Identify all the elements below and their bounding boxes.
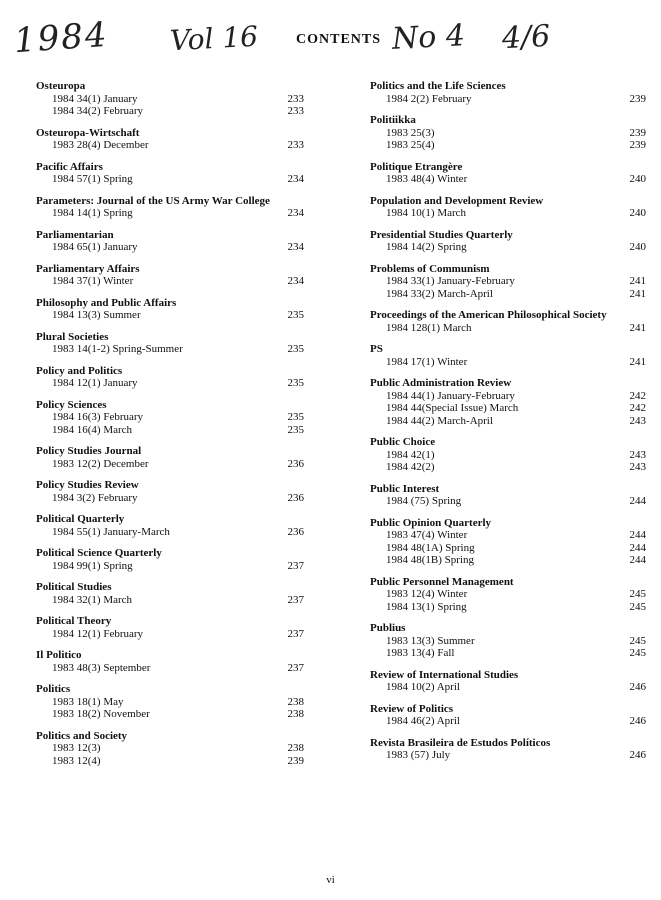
issue-text: 1983 48(3) September <box>52 661 151 674</box>
issue-row <box>370 461 646 474</box>
issue-text: 1984 (75) Spring <box>386 495 462 507</box>
issue-row <box>36 139 304 152</box>
issue-text: 1984 46(2) April <box>386 715 460 727</box>
journal-title: Political Science Quarterly <box>36 547 162 559</box>
journal-title: Parliamentarian <box>36 228 114 241</box>
issue-page: 240 <box>629 173 646 185</box>
issue-text: 1984 57(1) Spring <box>52 173 133 185</box>
handwritten-volume: Vol 16 <box>169 19 259 58</box>
issue-text: 1983 18(1) May <box>52 695 124 708</box>
issue-page: 241 <box>629 321 646 334</box>
journal-entry <box>370 80 646 105</box>
issue-text: 1984 13(3) Summer <box>52 309 141 321</box>
issue-text: 1984 14(2) Spring <box>386 241 467 253</box>
issue-page: 245 <box>629 634 646 647</box>
journal-title: Public Opinion Quarterly <box>370 516 492 529</box>
journal-entry <box>370 114 646 152</box>
journal-title: Philosophy and Public Affairs <box>36 296 177 309</box>
issue-page: 239 <box>629 92 646 105</box>
issue-text: 1983 25(4) <box>386 139 435 151</box>
issue-page: 243 <box>629 448 646 461</box>
issue-text: 1984 12(1) January <box>52 377 138 389</box>
issue-page: 239 <box>629 126 646 139</box>
journal-entry <box>370 517 646 567</box>
issue-page: 237 <box>287 559 304 572</box>
issue-text: 1983 (57) July <box>386 749 451 761</box>
journal-title: Politics <box>36 683 71 695</box>
issue-page: 242 <box>629 402 646 414</box>
issue-page: 236 <box>287 457 304 470</box>
journal-entry <box>36 365 304 390</box>
journal-entry <box>36 195 304 220</box>
handwritten-year: 1984 <box>12 14 110 62</box>
issue-row <box>370 542 646 555</box>
journal-entry <box>370 229 646 254</box>
issue-text: 1984 33(2) March-April <box>386 287 493 300</box>
journal-entry <box>36 331 304 356</box>
journal-entry <box>370 309 646 334</box>
journal-title: Politics and Society <box>36 729 128 742</box>
issue-page: 240 <box>629 241 646 253</box>
journal-title: Politiikka <box>370 114 416 126</box>
journal-entry <box>36 683 304 721</box>
issue-page: 241 <box>629 355 646 368</box>
issue-row <box>370 139 646 152</box>
issue-row <box>370 207 646 220</box>
issue-text: 1984 99(1) Spring <box>52 559 133 572</box>
journal-title: Proceedings of the American Philosophical Society <box>370 309 607 321</box>
issue-text: 1984 2(2) February <box>386 92 472 105</box>
handwritten-date: 4/6 <box>501 18 552 57</box>
issue-row <box>36 241 304 254</box>
issue-page: 234 <box>287 173 304 185</box>
issue-page: 241 <box>629 275 646 287</box>
journal-title: Policy Studies Review <box>36 479 139 491</box>
issue-page: 237 <box>287 627 304 640</box>
issue-row <box>36 628 304 641</box>
issue-row <box>36 424 304 437</box>
journal-entry <box>370 343 646 368</box>
journal-entry <box>36 229 304 254</box>
issue-row <box>370 647 646 660</box>
issue-text: 1984 44(2) March-April <box>386 414 493 427</box>
issue-text: 1984 65(1) January <box>52 241 138 253</box>
issue-text: 1983 12(4) Winter <box>386 588 468 600</box>
issue-text: 1983 14(1-2) Spring-Summer <box>52 343 183 355</box>
issue-page: 236 <box>287 525 304 538</box>
issue-page: 246 <box>629 749 646 761</box>
journal-entry <box>370 737 646 762</box>
contents-left-column <box>36 80 304 776</box>
page-heading: CONTENTS <box>296 32 382 47</box>
journal-entry <box>370 703 646 728</box>
issue-page: 235 <box>287 411 304 423</box>
journal-title: Publius <box>370 622 406 634</box>
journal-title: Political Studies <box>36 581 112 593</box>
issue-text: 1984 44(Special Issue) March <box>386 402 519 414</box>
issue-row <box>370 93 646 106</box>
journal-title: Policy Sciences <box>36 398 107 411</box>
issue-row <box>370 681 646 694</box>
journal-title: Population and Development Review <box>370 194 544 207</box>
issue-page: 238 <box>287 708 304 720</box>
issue-row <box>36 708 304 721</box>
journal-entry <box>370 436 646 474</box>
issue-page: 245 <box>629 647 646 659</box>
issue-page: 244 <box>629 529 646 541</box>
issue-text: 1983 48(4) Winter <box>386 173 468 185</box>
journal-title: Osteuropa-Wirtschaft <box>36 126 140 139</box>
journal-entry <box>36 581 304 606</box>
issue-text: 1983 47(4) Winter <box>386 529 468 541</box>
issue-row <box>370 715 646 728</box>
issue-page: 246 <box>629 715 646 727</box>
issue-text: 1983 12(3) <box>52 742 101 754</box>
journal-entry <box>36 479 304 504</box>
journal-title: Policy and Politics <box>36 364 123 377</box>
issue-row <box>36 755 304 768</box>
journal-title: PS <box>370 343 383 355</box>
journal-entry <box>370 161 646 186</box>
handwritten-number: No 4 <box>391 18 466 57</box>
issue-page: 235 <box>287 377 304 389</box>
journal-title: Review of Politics <box>370 702 454 715</box>
journal-entry <box>370 669 646 694</box>
journal-entry <box>36 297 304 322</box>
journal-title: Problems of Communism <box>370 262 490 275</box>
issue-text: 1984 37(1) Winter <box>52 275 134 287</box>
journal-entry <box>36 445 304 470</box>
issue-text: 1984 10(2) April <box>386 681 460 693</box>
journal-title: Political Quarterly <box>36 513 125 525</box>
issue-page: 243 <box>629 461 646 473</box>
journal-entry <box>370 195 646 220</box>
issue-row <box>370 241 646 254</box>
issue-text: 1984 14(1) Spring <box>52 207 133 219</box>
issue-row <box>36 173 304 186</box>
journal-entry <box>36 730 304 768</box>
issue-text: 1984 128(1) March <box>386 321 472 334</box>
issue-row <box>370 635 646 648</box>
issue-page: 237 <box>287 661 304 674</box>
issue-row <box>36 309 304 322</box>
issue-page: 240 <box>629 207 646 219</box>
issue-page: 239 <box>629 139 646 151</box>
issue-page: 245 <box>629 588 646 600</box>
issue-row <box>370 495 646 508</box>
issue-text: 1983 28(4) December <box>52 139 149 151</box>
issue-row <box>370 749 646 762</box>
issue-text: 1984 16(4) March <box>52 423 133 436</box>
issue-row <box>36 377 304 390</box>
journal-entry <box>36 649 304 674</box>
issue-row <box>36 492 304 505</box>
issue-page: 237 <box>287 593 304 606</box>
issue-text: 1983 12(2) December <box>52 457 149 470</box>
issue-text: 1983 25(3) <box>386 126 435 139</box>
issue-text: 1984 32(1) March <box>52 593 133 606</box>
journal-entry <box>370 377 646 427</box>
journal-entry <box>370 622 646 660</box>
issue-page: 233 <box>287 139 304 151</box>
issue-page: 235 <box>287 423 304 436</box>
issue-text: 1984 17(1) Winter <box>386 355 468 368</box>
journal-title: Policy Studies Journal <box>36 445 142 457</box>
issue-row <box>370 275 646 288</box>
issue-text: 1984 13(1) Spring <box>386 600 467 613</box>
journal-title: Presidential Studies Quarterly <box>370 228 513 241</box>
issue-row <box>36 411 304 424</box>
issue-row <box>36 275 304 288</box>
issue-page: 242 <box>629 389 646 402</box>
journal-title: Pacific Affairs <box>36 160 103 173</box>
issue-page: 238 <box>287 742 304 754</box>
issue-row <box>36 696 304 709</box>
journal-title: Public Administration Review <box>370 377 512 389</box>
issue-text: 1984 34(2) February <box>52 105 144 117</box>
issue-text: 1984 33(1) January-February <box>386 275 515 287</box>
issue-page: 234 <box>287 207 304 219</box>
issue-text: 1984 42(2) <box>386 461 435 473</box>
journal-title: Public Interest <box>370 482 440 495</box>
issue-page: 233 <box>287 92 304 105</box>
issue-text: 1984 48(1A) Spring <box>386 541 475 554</box>
issue-row <box>370 173 646 186</box>
issue-row <box>370 288 646 301</box>
journal-title: Plural Societies <box>36 330 109 343</box>
issue-page: 244 <box>629 554 646 566</box>
issue-row <box>36 343 304 356</box>
issue-row <box>36 105 304 118</box>
journal-entry <box>36 127 304 152</box>
journal-entry <box>36 399 304 437</box>
issue-row <box>36 526 304 539</box>
issue-row <box>370 322 646 335</box>
issue-row <box>36 594 304 607</box>
issue-row <box>370 390 646 403</box>
issue-text: 1984 55(1) January-March <box>52 525 170 538</box>
issue-row <box>36 458 304 471</box>
issue-page: 235 <box>287 343 304 355</box>
journal-title: Parameters: Journal of the US Army War College <box>36 194 270 207</box>
journal-entry <box>370 576 646 614</box>
issue-text: 1983 18(2) November <box>52 708 150 720</box>
journal-entry <box>370 483 646 508</box>
issue-row <box>36 560 304 573</box>
issue-text: 1983 12(4) <box>52 754 101 767</box>
journal-title: Public Choice <box>370 436 436 448</box>
issue-text: 1984 44(1) January-February <box>386 389 515 402</box>
issue-row <box>370 402 646 415</box>
issue-text: 1984 42(1) <box>386 448 435 461</box>
issue-page: 244 <box>629 541 646 554</box>
issue-row <box>370 588 646 601</box>
issue-page: 233 <box>287 105 304 117</box>
issue-row <box>370 449 646 462</box>
issue-text: 1983 13(3) Summer <box>386 634 475 647</box>
issue-page: 238 <box>287 695 304 708</box>
journal-entry <box>370 263 646 301</box>
issue-page: 241 <box>629 287 646 300</box>
issue-page: 234 <box>287 241 304 253</box>
issue-page: 244 <box>629 495 646 507</box>
issue-row <box>36 742 304 755</box>
issue-text: 1984 48(1B) Spring <box>386 554 474 566</box>
journal-entry <box>36 161 304 186</box>
journal-title: Politique Etrangère <box>370 160 463 173</box>
issue-row <box>36 93 304 106</box>
issue-row <box>370 529 646 542</box>
journal-entry <box>36 615 304 640</box>
issue-page: 246 <box>629 681 646 693</box>
journal-title: Review of International Studies <box>370 668 519 681</box>
journal-title: Osteuropa <box>36 80 86 92</box>
issue-row <box>36 662 304 675</box>
journal-title: Revista Brasileira de Estudos Políticos <box>370 736 551 749</box>
issue-text: 1984 16(3) February <box>52 411 144 423</box>
issue-row <box>370 127 646 140</box>
page-number: vi <box>326 874 335 886</box>
journal-entry <box>36 547 304 572</box>
issue-row <box>36 207 304 220</box>
issue-text: 1984 34(1) January <box>52 92 138 105</box>
journal-title: Public Personnel Management <box>370 575 514 588</box>
issue-text: 1983 13(4) Fall <box>386 647 455 659</box>
contents-right-column <box>370 80 646 771</box>
journal-title: Politics and the Life Sciences <box>370 80 506 92</box>
issue-text: 1984 3(2) February <box>52 491 138 504</box>
journal-entry <box>36 513 304 538</box>
journal-title: Political Theory <box>36 615 112 627</box>
issue-row <box>370 601 646 614</box>
issue-text: 1984 10(1) March <box>386 207 467 219</box>
issue-text: 1984 12(1) February <box>52 627 144 640</box>
issue-page: 235 <box>287 309 304 321</box>
issue-page: 234 <box>287 275 304 287</box>
issue-page: 243 <box>629 414 646 427</box>
issue-page: 245 <box>629 600 646 613</box>
issue-row <box>370 356 646 369</box>
journal-title: Il Politico <box>36 649 82 661</box>
issue-row <box>370 415 646 428</box>
journal-entry <box>36 80 304 118</box>
issue-row <box>370 554 646 567</box>
issue-page: 236 <box>287 491 304 504</box>
journal-entry <box>36 263 304 288</box>
journal-title: Parliamentary Affairs <box>36 262 140 275</box>
issue-page: 239 <box>287 754 304 767</box>
